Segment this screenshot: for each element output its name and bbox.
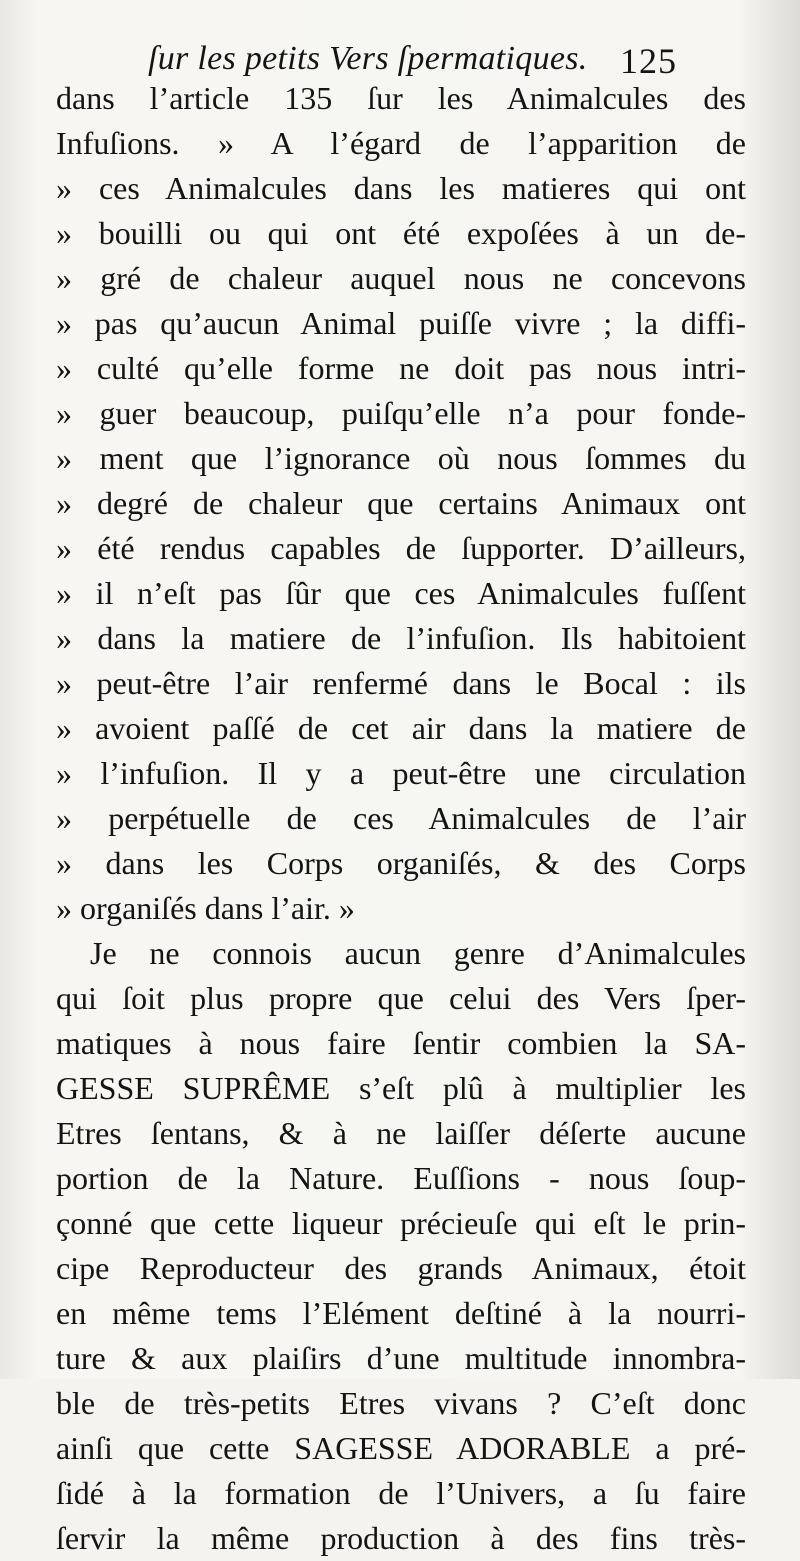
- text-line: » dans la matiere de l’infuſion. Ils habitoient: [56, 620, 746, 656]
- text-line: » avoient paſſé de cet air dans la matiere de: [56, 710, 746, 746]
- page-number: 125: [620, 41, 677, 81]
- running-title: ſur les petits Vers ſpermatiques.: [148, 40, 588, 77]
- text-line: ſidé à la formation de l’Univers, a ſu faire: [56, 1475, 746, 1511]
- text-line: en même tems l’Elément deſtiné à la nourri-: [56, 1295, 746, 1331]
- text-line: » culté qu’elle forme ne doit pas nous intri-: [56, 350, 746, 386]
- text-line: çonné que cette liqueur précieuſe qui eſt le prin-: [56, 1205, 746, 1241]
- text-line: » ment que l’ignorance où nous ſommes du: [56, 440, 746, 476]
- text-line: » été rendus capables de ſupporter. D’ailleurs,: [56, 530, 746, 566]
- text-line: Infuſions. » A l’égard de l’apparition de: [56, 125, 746, 161]
- text-line: » organiſés dans l’air. »: [56, 890, 355, 926]
- text-line: » pas qu’aucun Animal puiſſe vivre ; la diffi-: [56, 305, 746, 341]
- paragraph-start-line: Je ne connois aucun genre d’Animalcules: [90, 935, 746, 971]
- text-line: qui ſoit plus propre que celui des Vers ſper-: [56, 980, 746, 1016]
- text-line: matiques à nous faire ſentir combien la SA-: [56, 1025, 746, 1061]
- text-line: GESSE SUPRÊME s’eſt plû à multiplier les: [56, 1070, 746, 1106]
- text-line: » ces Animalcules dans les matieres qui ont: [56, 170, 746, 206]
- text-line: Etres ſentans, & à ne laiſſer déſerte aucune: [56, 1115, 746, 1151]
- text-line: ble de très-petits Etres vivans ? C’eſt donc: [56, 1385, 746, 1421]
- text-line: cipe Reproducteur des grands Animaux, étoit: [56, 1250, 746, 1286]
- text-line: » dans les Corps organiſés, & des Corps: [56, 845, 746, 881]
- text-line: portion de la Nature. Euſſions - nous ſoup-: [56, 1160, 746, 1196]
- text-line: » bouilli ou qui ont été expoſées à un de-: [56, 215, 746, 251]
- text-line: » guer beaucoup, puiſqu’elle n’a pour fonde-: [56, 395, 746, 431]
- text-line: » il n’eſt pas ſûr que ces Animalcules fuſſent: [56, 575, 746, 611]
- text-line: ture & aux plaiſirs d’une multitude innombra-: [56, 1340, 746, 1376]
- body-text: [56, 76, 746, 1561]
- text-line: ainſi que cette SAGESSE ADORABLE a pré-: [56, 1430, 746, 1466]
- text-line: » gré de chaleur auquel nous ne concevons: [56, 260, 746, 296]
- text-line: ſervir la même production à des fins très-: [56, 1520, 746, 1556]
- text-line: » perpétuelle de ces Animalcules de l’air: [56, 800, 746, 836]
- text-line: » l’infuſion. Il y a peut-être une circulation: [56, 755, 746, 791]
- text-line: » peut-être l’air renfermé dans le Bocal : ils: [56, 665, 746, 701]
- text-line: dans l’article 135 ſur les Animalcules des: [56, 80, 746, 116]
- text-line: » degré de chaleur que certains Animaux ont: [56, 485, 746, 521]
